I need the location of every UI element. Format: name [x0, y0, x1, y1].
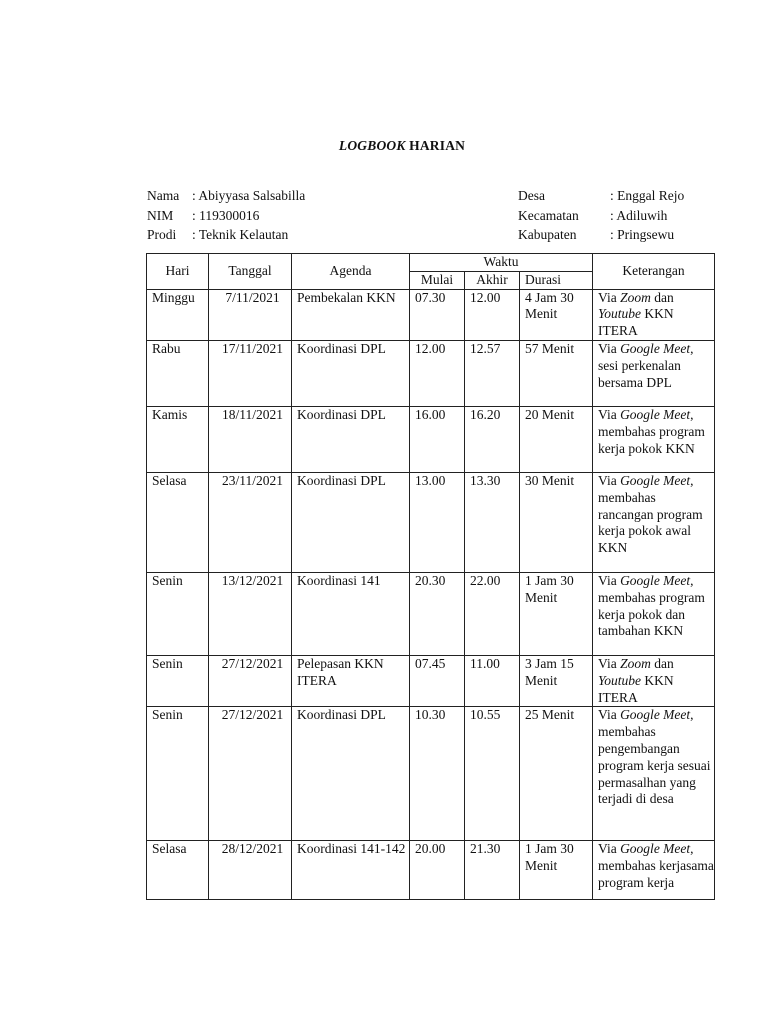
header-mulai: Mulai: [410, 271, 465, 289]
cell-mulai: 13.00: [410, 472, 465, 572]
info-label: Nama: [147, 188, 180, 203]
cell-agenda: Koordinasi 141: [292, 572, 410, 655]
cell-agenda: Koordinasi DPL: [292, 707, 410, 841]
info-label: Prodi: [147, 227, 177, 242]
cell-keterangan: [593, 472, 715, 572]
cell-durasi: 1 Jam 30 Menit: [520, 572, 593, 655]
keterangan-platform: Zoom: [620, 289, 651, 305]
cell-tanggal: 27/12/2021: [209, 707, 292, 841]
info-value: : Abiyyasa Salsabilla: [192, 188, 306, 203]
cell-tanggal: 7/11/2021: [209, 289, 292, 340]
keterangan-text: , membahas program kerja pokok KKN: [598, 406, 705, 456]
cell-keterangan: [593, 340, 715, 406]
keterangan-text: Via: [598, 841, 621, 857]
cell-keterangan: [593, 406, 715, 472]
cell-mulai: 20.00: [410, 841, 465, 900]
keterangan-platform: Google Meet: [620, 340, 691, 356]
cell-mulai: 07.45: [410, 655, 465, 706]
cell-akhir: 10.55: [465, 707, 520, 841]
info-label: Kabupaten: [518, 227, 577, 242]
keterangan-platform: Google Meet: [620, 707, 691, 723]
keterangan-platform: Google Meet: [620, 472, 691, 488]
info-value: : 119300016: [192, 207, 260, 223]
info-row-nim: [147, 206, 305, 226]
cell-agenda: Koordinasi DPL: [292, 472, 410, 572]
page-title: [0, 138, 768, 154]
keterangan-platform: Google Meet: [620, 841, 691, 857]
keterangan-text: KKN ITERA: [598, 672, 674, 705]
info-row-kecamatan: [518, 206, 684, 226]
cell-keterangan: [593, 289, 715, 340]
cell-agenda: Koordinasi 141-142: [292, 841, 410, 900]
cell-keterangan: [593, 707, 715, 841]
cell-akhir: 13.30: [465, 472, 520, 572]
cell-keterangan: [593, 841, 715, 900]
keterangan-text: Via: [598, 707, 621, 723]
keterangan-text: Via: [598, 406, 621, 422]
cell-akhir: 16.20: [465, 406, 520, 472]
cell-hari: Kamis: [147, 406, 209, 472]
cell-mulai: 10.30: [410, 707, 465, 841]
table-row: [147, 655, 715, 706]
cell-durasi: 20 Menit: [520, 406, 593, 472]
logbook-body: [147, 289, 715, 900]
info-value: : Pringsewu: [610, 227, 675, 242]
title-rest: HARIAN: [409, 138, 466, 153]
table-row: [147, 572, 715, 655]
header-tanggal: Tanggal: [209, 254, 292, 290]
cell-akhir: 12.57: [465, 340, 520, 406]
info-row-desa: [518, 186, 684, 206]
table-row: [147, 707, 715, 841]
cell-keterangan: [593, 655, 715, 706]
header-keterangan: Keterangan: [593, 254, 715, 290]
header-akhir: Akhir: [465, 271, 520, 289]
header-hari: Hari: [147, 254, 209, 290]
keterangan-text: Via: [598, 340, 621, 356]
keterangan-text: Via: [598, 655, 621, 671]
student-info: [147, 186, 305, 245]
header-agenda: Agenda: [292, 254, 410, 290]
cell-hari: Senin: [147, 707, 209, 841]
cell-hari: Rabu: [147, 340, 209, 406]
header-waktu: Waktu: [410, 254, 593, 272]
cell-durasi: 3 Jam 15 Menit: [520, 655, 593, 706]
cell-akhir: 22.00: [465, 572, 520, 655]
info-label: Kecamatan: [518, 207, 579, 223]
cell-hari: Selasa: [147, 841, 209, 900]
cell-tanggal: 23/11/2021: [209, 472, 292, 572]
keterangan-text: Via: [598, 472, 621, 488]
keterangan-platform: Youtube: [598, 306, 642, 322]
keterangan-text: Via: [598, 289, 621, 305]
cell-agenda: Pelepasan KKN ITERA: [292, 655, 410, 706]
cell-hari: Senin: [147, 655, 209, 706]
title-italic: LOGBOOK: [338, 138, 406, 153]
cell-mulai: 16.00: [410, 406, 465, 472]
cell-akhir: 12.00: [465, 289, 520, 340]
info-value: : Adiluwih: [610, 207, 668, 223]
cell-akhir: 21.30: [465, 841, 520, 900]
info-row-kabupaten: [518, 225, 684, 245]
cell-hari: Senin: [147, 572, 209, 655]
keterangan-text: KKN ITERA: [598, 306, 674, 339]
table-row: [147, 841, 715, 900]
keterangan-platform: Zoom: [620, 655, 651, 671]
cell-mulai: 07.30: [410, 289, 465, 340]
cell-durasi: 57 Menit: [520, 340, 593, 406]
cell-mulai: 20.30: [410, 572, 465, 655]
cell-agenda: Pembekalan KKN: [292, 289, 410, 340]
info-label: Desa: [518, 188, 545, 203]
cell-keterangan: [593, 572, 715, 655]
table-row: [147, 472, 715, 572]
keterangan-text: dan: [650, 289, 674, 305]
logbook-table: [146, 253, 715, 900]
cell-tanggal: 28/12/2021: [209, 841, 292, 900]
cell-agenda: Koordinasi DPL: [292, 340, 410, 406]
cell-tanggal: 17/11/2021: [209, 340, 292, 406]
keterangan-platform: Google Meet: [620, 406, 691, 422]
cell-agenda: Koordinasi DPL: [292, 406, 410, 472]
info-value: : Teknik Kelautan: [192, 227, 289, 242]
cell-hari: Selasa: [147, 472, 209, 572]
info-label: NIM: [147, 207, 174, 223]
table-row: [147, 289, 715, 340]
cell-durasi: 1 Jam 30 Menit: [520, 841, 593, 900]
keterangan-text: , sesi perkenalan bersama DPL: [598, 340, 694, 390]
cell-durasi: 4 Jam 30 Menit: [520, 289, 593, 340]
cell-mulai: 12.00: [410, 340, 465, 406]
keterangan-text: , membahas kerjasama program kerja: [598, 841, 714, 890]
keterangan-platform: Youtube: [598, 672, 642, 688]
cell-tanggal: 27/12/2021: [209, 655, 292, 706]
location-info: [518, 186, 684, 245]
cell-tanggal: 18/11/2021: [209, 406, 292, 472]
keterangan-text: , membahas rancangan program kerja pokok awal KKN: [598, 472, 703, 556]
cell-durasi: 30 Menit: [520, 472, 593, 572]
cell-hari: Minggu: [147, 289, 209, 340]
header-durasi: Durasi: [520, 271, 593, 289]
keterangan-text: , membahas pengembangan program kerja sesuai permasalhan yang terjadi di desa: [598, 707, 711, 807]
keterangan-text: dan: [650, 655, 674, 671]
cell-akhir: 11.00: [465, 655, 520, 706]
info-row-prodi: [147, 225, 305, 245]
cell-durasi: 25 Menit: [520, 707, 593, 841]
keterangan-platform: Google Meet: [620, 572, 691, 588]
info-row-nama: [147, 186, 305, 206]
keterangan-text: Via: [598, 572, 621, 588]
keterangan-text: , membahas program kerja pokok dan tambahan KKN: [598, 572, 705, 639]
info-value: : Enggal Rejo: [610, 188, 685, 203]
table-row: [147, 340, 715, 406]
cell-tanggal: 13/12/2021: [209, 572, 292, 655]
table-row: [147, 406, 715, 472]
